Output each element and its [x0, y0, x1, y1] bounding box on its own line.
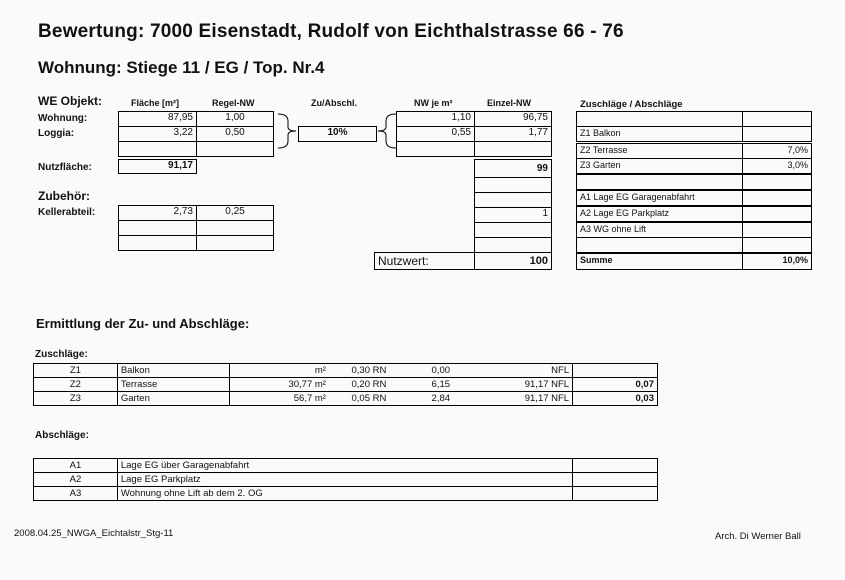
zu-name: Terrasse [117, 378, 229, 392]
empty-flaeche-cell [118, 141, 197, 157]
loggia-flaeche: 3,22 [118, 126, 197, 142]
summe-value: 10,0% [742, 253, 812, 270]
zu-res: 0,03 [573, 392, 658, 406]
wohnung-nwjem: 1,10 [396, 111, 475, 127]
empty-einzel-cell [474, 222, 552, 238]
zu-nfl: 91,17 NFL [473, 392, 573, 406]
zu-item-label: A2 Lage EG Parkplatz [576, 206, 743, 222]
empty-regel-cell [196, 235, 274, 251]
zu-code: Z1 [34, 364, 118, 378]
zu-item-value: 3,0% [742, 158, 812, 174]
wohnung-flaeche: 87,95 [118, 111, 197, 127]
right-brace-icon [376, 113, 398, 149]
keller-einzel: 1 [474, 207, 552, 223]
ermittlung-title: Ermittlung der Zu- und Abschläge: [36, 316, 250, 331]
keller-regel: 0,25 [196, 205, 274, 221]
left-brace-icon [276, 113, 298, 149]
zu-item-value [742, 222, 812, 238]
zu-item-label [576, 237, 743, 253]
wohnung-regel: 1,00 [196, 111, 274, 127]
zu-item-label: Z3 Garten [576, 158, 743, 174]
we-objekt-label: WE Objekt: [38, 94, 103, 108]
keller-flaeche: 2,73 [118, 205, 197, 221]
loggia-einzel: 1,77 [474, 126, 552, 142]
col-flaeche-header: Fläche [m²] [131, 98, 180, 108]
page-title: Bewertung: 7000 Eisenstadt, Rudolf von Eichthalstrasse 66 - 76 [38, 21, 624, 42]
empty-flaeche-cell [118, 235, 197, 251]
zu-item-label: A3 WG ohne Lift [576, 222, 743, 238]
zu-res [573, 364, 658, 378]
zu-item-label: A1 Lage EG Garagenabfahrt [576, 190, 743, 206]
zu-val: 2,84 [409, 392, 473, 406]
zu-rn: 0,20 RN [329, 378, 409, 392]
zu-val: 6,15 [409, 378, 473, 392]
zu-item-label [576, 111, 743, 127]
ab-name: Lage EG Parkplatz [117, 473, 572, 487]
ab-code: A1 [34, 459, 118, 473]
zu-item-value [742, 174, 812, 190]
ab-code: A2 [34, 473, 118, 487]
zubehoer-label: Zubehör: [38, 189, 90, 203]
ab-res [573, 459, 658, 473]
wohnung-einzel: 96,75 [474, 111, 552, 127]
summe-label: Summe [576, 253, 743, 270]
zu-rn: 0,30 RN [329, 364, 409, 378]
zuab-value: 10% [298, 126, 377, 142]
sum-einzel-value: 99 [474, 159, 552, 178]
ab-res [573, 473, 658, 487]
zu-nfl: 91,17 NFL [473, 378, 573, 392]
footer-filename: 2008.04.25_NWGA_Eichtalstr_Stg-11 [14, 528, 174, 539]
ab-res [573, 487, 658, 501]
zu-val: 0,00 [409, 364, 473, 378]
table-row [34, 487, 658, 501]
nutzwert-value: 100 [474, 252, 552, 270]
zu-code: Z2 [34, 378, 118, 392]
zu-nfl: NFL [473, 364, 573, 378]
empty-regel-cell [196, 141, 274, 157]
zu-name: Garten [117, 392, 229, 406]
zu-item-label: Z2 Terrasse [576, 143, 743, 159]
abschlaege-label: Abschläge: [35, 430, 89, 441]
zu-item-value [742, 237, 812, 253]
table-row [34, 459, 658, 473]
empty-einzel-cell [474, 177, 552, 193]
col-nwjem-header: NW je m² [414, 98, 453, 108]
col-zuab-header: Zu/Abschl. [311, 98, 358, 108]
empty-flaeche-cell [118, 220, 197, 236]
zuschlaege-box-title: Zuschläge / Abschläge [580, 99, 683, 110]
empty-einzel-cell [474, 141, 552, 157]
zu-name: Balkon [117, 364, 229, 378]
wohnung-label: Wohnung: [38, 113, 88, 124]
zuschlaege-label: Zuschläge: [35, 349, 88, 360]
zuschlaege-table [33, 363, 658, 406]
col-regel-header: Regel-NW [212, 98, 255, 108]
ab-name: Lage EG über Garagenabfahrt [117, 459, 572, 473]
zu-rn: 0,05 RN [329, 392, 409, 406]
col-einzel-header: Einzel-NW [487, 98, 531, 108]
kellerabteil-label: Kellerabteil: [38, 207, 96, 218]
ab-code: A3 [34, 487, 118, 501]
zu-item-value [742, 190, 812, 206]
abschlaege-table [33, 458, 658, 501]
nutzwert-label: Nutzwert: [374, 252, 475, 270]
footer-author: Arch. Di Werner Ball [715, 531, 801, 542]
loggia-regel: 0,50 [196, 126, 274, 142]
zu-item-value [742, 206, 812, 222]
zu-item-value [742, 111, 812, 127]
table-row [34, 473, 658, 487]
zu-res: 0,07 [573, 378, 658, 392]
loggia-label: Loggia: [38, 128, 75, 139]
empty-regel-cell [196, 220, 274, 236]
nutzflaeche-value: 91,17 [118, 159, 197, 174]
ab-name: Wohnung ohne Lift ab dem 2. OG [117, 487, 572, 501]
loggia-nwjem: 0,55 [396, 126, 475, 142]
zu-item-value [742, 126, 812, 142]
empty-einzel-cell [474, 192, 552, 208]
zu-m2: 56,7 m² [229, 392, 329, 406]
table-row [34, 378, 658, 392]
empty-nwjem-cell [396, 141, 475, 157]
table-row [34, 364, 658, 378]
table-row [34, 392, 658, 406]
zu-item-label [576, 174, 743, 190]
nutzflaeche-label: Nutzfläche: [38, 162, 92, 173]
empty-einzel-cell [474, 237, 552, 253]
zu-m2: m² [229, 364, 329, 378]
zu-m2: 30,77 m² [229, 378, 329, 392]
zu-code: Z3 [34, 392, 118, 406]
zu-item-label: Z1 Balkon [576, 126, 743, 142]
zu-item-value: 7,0% [742, 143, 812, 159]
page-subtitle: Wohnung: Stiege 11 / EG / Top. Nr.4 [38, 58, 325, 77]
